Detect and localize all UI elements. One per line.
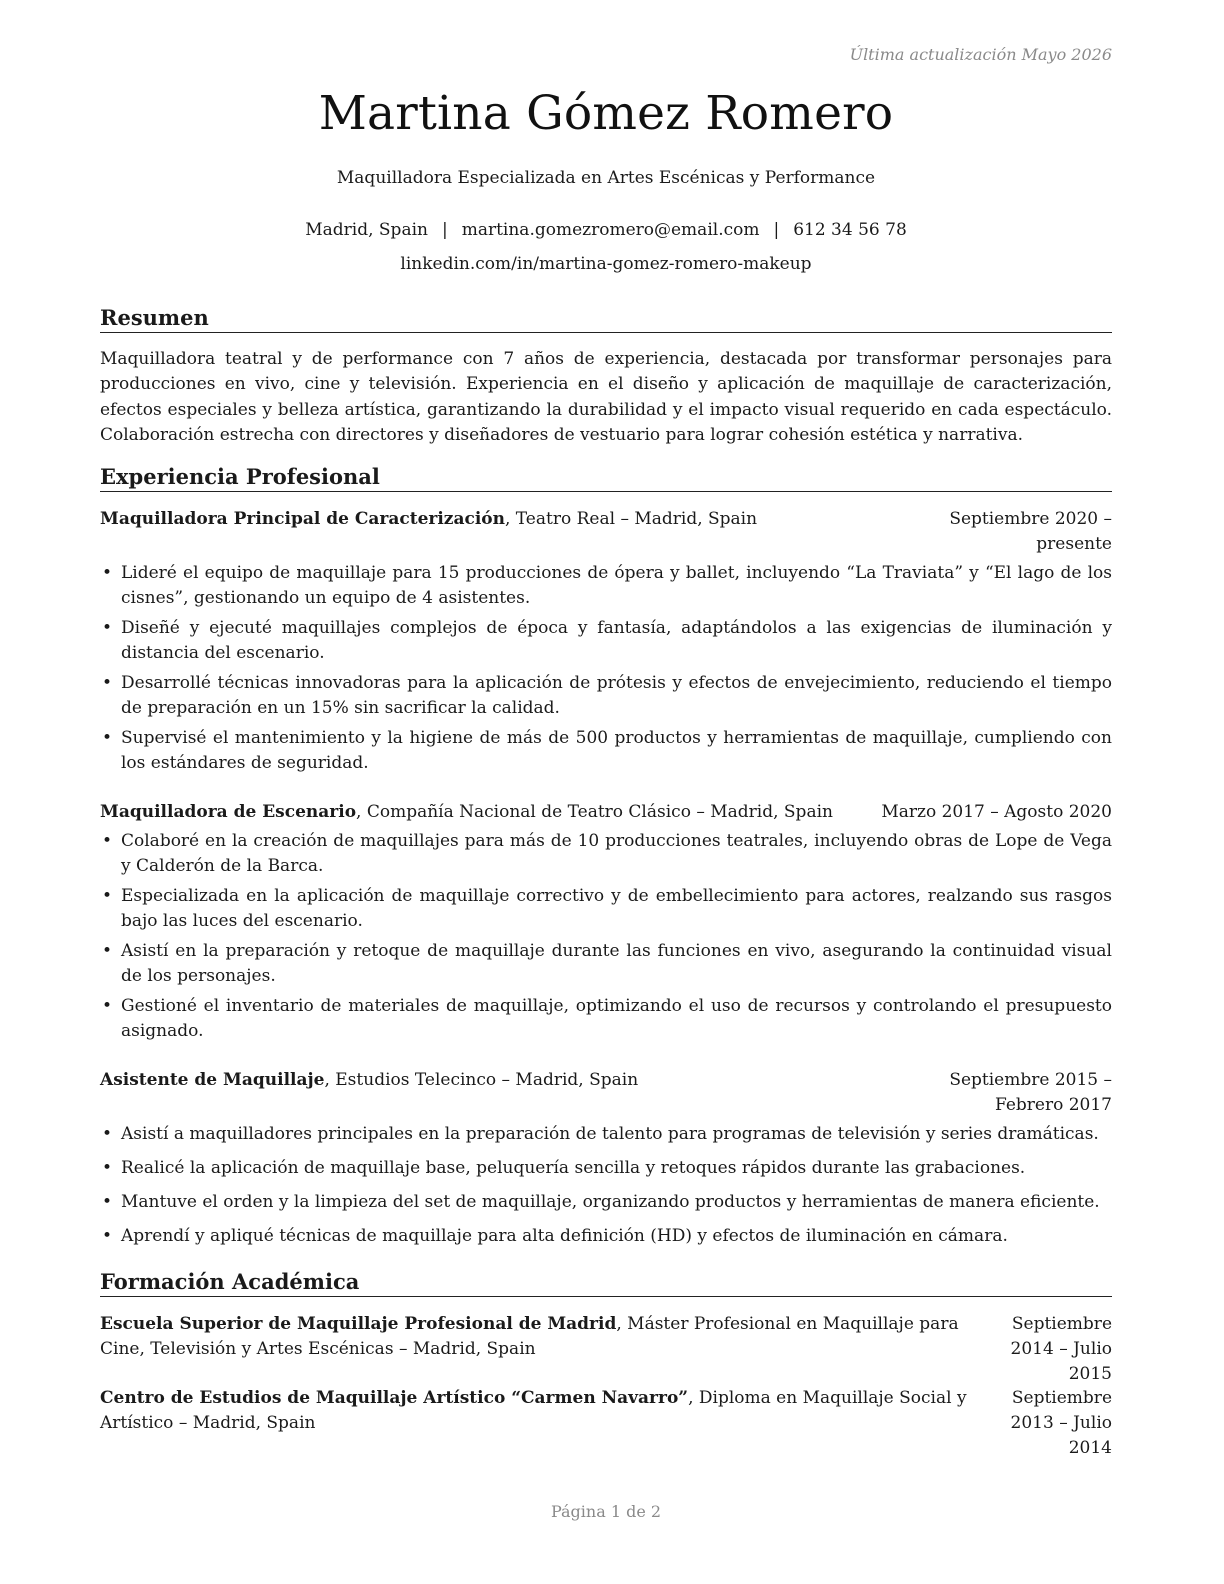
job-entry — [100, 800, 1112, 1049]
summary-text: Maquilladora teatral y de performance con 7 años de experiencia, destacada por transformar personajes para producciones en vivo, cine y televisión. Experiencia en el diseño y aplicación de maquillaje de caracterización, efectos especiales y belleza artística, garantizando la durabilidad y el impacto visual requerido en cada espectáculo. Colaboración estrecha con directores y diseñadores de vestuario para lograr cohesión estética y narrativa. — [100, 349, 1112, 445]
education-text — [100, 1386, 980, 1436]
bullet-item: • Asistí en la preparación y retoque de maquillaje durante las funciones en vivo, asegurando la continuidad visual de los personajes. — [100, 939, 1112, 989]
bullet-item: • Diseñé y ejecuté maquillajes complejos de época y fantasía, adaptándolos a las exigencias de iluminación y distancia del escenario. — [100, 616, 1112, 666]
education-details: , Diploma en Maquillaje Social y Artístico – Madrid, Spain — [100, 1388, 967, 1433]
phone: 612 34 56 78 — [793, 220, 907, 240]
education-text — [100, 1312, 980, 1362]
job-dates: Septiembre 2020 – presente — [949, 509, 1112, 554]
job-dates: Marzo 2017 – Agosto 2020 — [881, 802, 1112, 822]
job-header — [100, 1068, 1112, 1115]
bullet-item: • Aprendí y apliqué técnicas de maquillaje para alta definición (HD) y efectos de iluminación en cámara. — [100, 1224, 1112, 1249]
job-entry — [100, 507, 1112, 781]
education-details: , Máster Profesional en Maquillaje para Cine, Televisión y Artes Escénicas – Madrid, Spain — [100, 1314, 959, 1359]
page-number: Página 1 de 2 — [550, 1502, 662, 1521]
education-heading: Formación Académica — [100, 1269, 1112, 1297]
bullet-item: • Asistí a maquilladores principales en la preparación de talento para programas de televisión y series dramáticas. — [100, 1122, 1112, 1147]
job-role: Maquilladora Principal de Caracterización — [100, 509, 505, 529]
experience-heading: Experiencia Profesional — [100, 464, 1112, 492]
job-role: Maquilladora de Escenario — [100, 802, 357, 822]
bullet-item: • Especializada en la aplicación de maquillaje correctivo y de embellecimiento para actores, realzando sus rasgos bajo las luces del escenario. — [100, 884, 1112, 934]
bullet-item: • Realicé la aplicación de maquillaje base, peluquería sencilla y retoques rápidos durante las grabaciones. — [100, 1156, 1112, 1181]
job-bullets — [100, 829, 1112, 1044]
bullet-item: • Lideré el equipo de maquillaje para 15 producciones de ópera y ballet, incluyendo “La Traviata” y “El lago de los cisnes”, gestionando un equipo de 4 asistentes. — [100, 561, 1112, 611]
job-bullets — [100, 1122, 1112, 1249]
resume-page — [100, 0, 1112, 1584]
contact-line — [100, 220, 1112, 240]
education-entry — [100, 1386, 1112, 1458]
bullet-item: • Desarrollé técnicas innovadoras para la aplicación de prótesis y efectos de envejecimiento, reduciendo el tiempo de preparación en un 15% sin sacrificar la calidad. — [100, 671, 1112, 721]
location: Madrid, Spain — [305, 220, 428, 240]
education-entry — [100, 1312, 1112, 1384]
education-institution: Escuela Superior de Maquillaje Profesional de Madrid — [100, 1314, 617, 1334]
bullet-item: • Colaboré en la creación de maquillajes para más de 10 producciones teatrales, incluyendo obras de Lope de Vega y Calderón de la Barca. — [100, 829, 1112, 879]
professional-title: Maquilladora Especializada en Artes Escénicas y Performance — [336, 168, 876, 188]
bullet-item: • Supervisé el mantenimiento y la higiene de más de 500 productos y herramientas de maquillaje, cumpliendo con los estándares de seguridad. — [100, 726, 1112, 776]
education-institution: Centro de Estudios de Maquillaje Artístico “Carmen Navarro” — [100, 1388, 689, 1408]
bullet-item: • Gestioné el inventario de materiales de maquillaje, optimizando el uso de recursos y controlando el presupuesto asignado. — [100, 994, 1112, 1044]
job-details: , Teatro Real – Madrid, Spain — [504, 509, 758, 529]
separator: | — [773, 220, 780, 240]
separator: | — [441, 220, 448, 240]
job-details: , Compañía Nacional de Teatro Clásico – Madrid, Spain — [356, 802, 833, 822]
last-updated: Última actualización Mayo 2026 — [849, 45, 1112, 64]
job-header — [100, 800, 1112, 825]
job-dates: Septiembre 2015 – Febrero 2017 — [949, 1070, 1112, 1115]
summary-heading: Resumen — [100, 305, 1112, 333]
job-entry — [100, 1068, 1112, 1258]
education-dates: Septiembre 2013 – Julio 2014 — [1010, 1388, 1112, 1458]
linkedin-link[interactable]: linkedin.com/in/martina-gomez-romero-makeup — [400, 254, 812, 274]
bullet-item: • Mantuve el orden y la limpieza del set de maquillaje, organizando productos y herramientas de manera eficiente. — [100, 1190, 1112, 1215]
job-bullets — [100, 561, 1112, 776]
job-role: Asistente de Maquillaje — [100, 1070, 325, 1090]
email-link[interactable]: martina.gomezromero@email.com — [461, 220, 760, 240]
candidate-name: Martina Gómez Romero — [318, 86, 894, 141]
job-header — [100, 507, 1112, 554]
education-dates: Septiembre 2014 – Julio 2015 — [1010, 1314, 1112, 1384]
job-details: , Estudios Telecinco – Madrid, Spain — [324, 1070, 639, 1090]
